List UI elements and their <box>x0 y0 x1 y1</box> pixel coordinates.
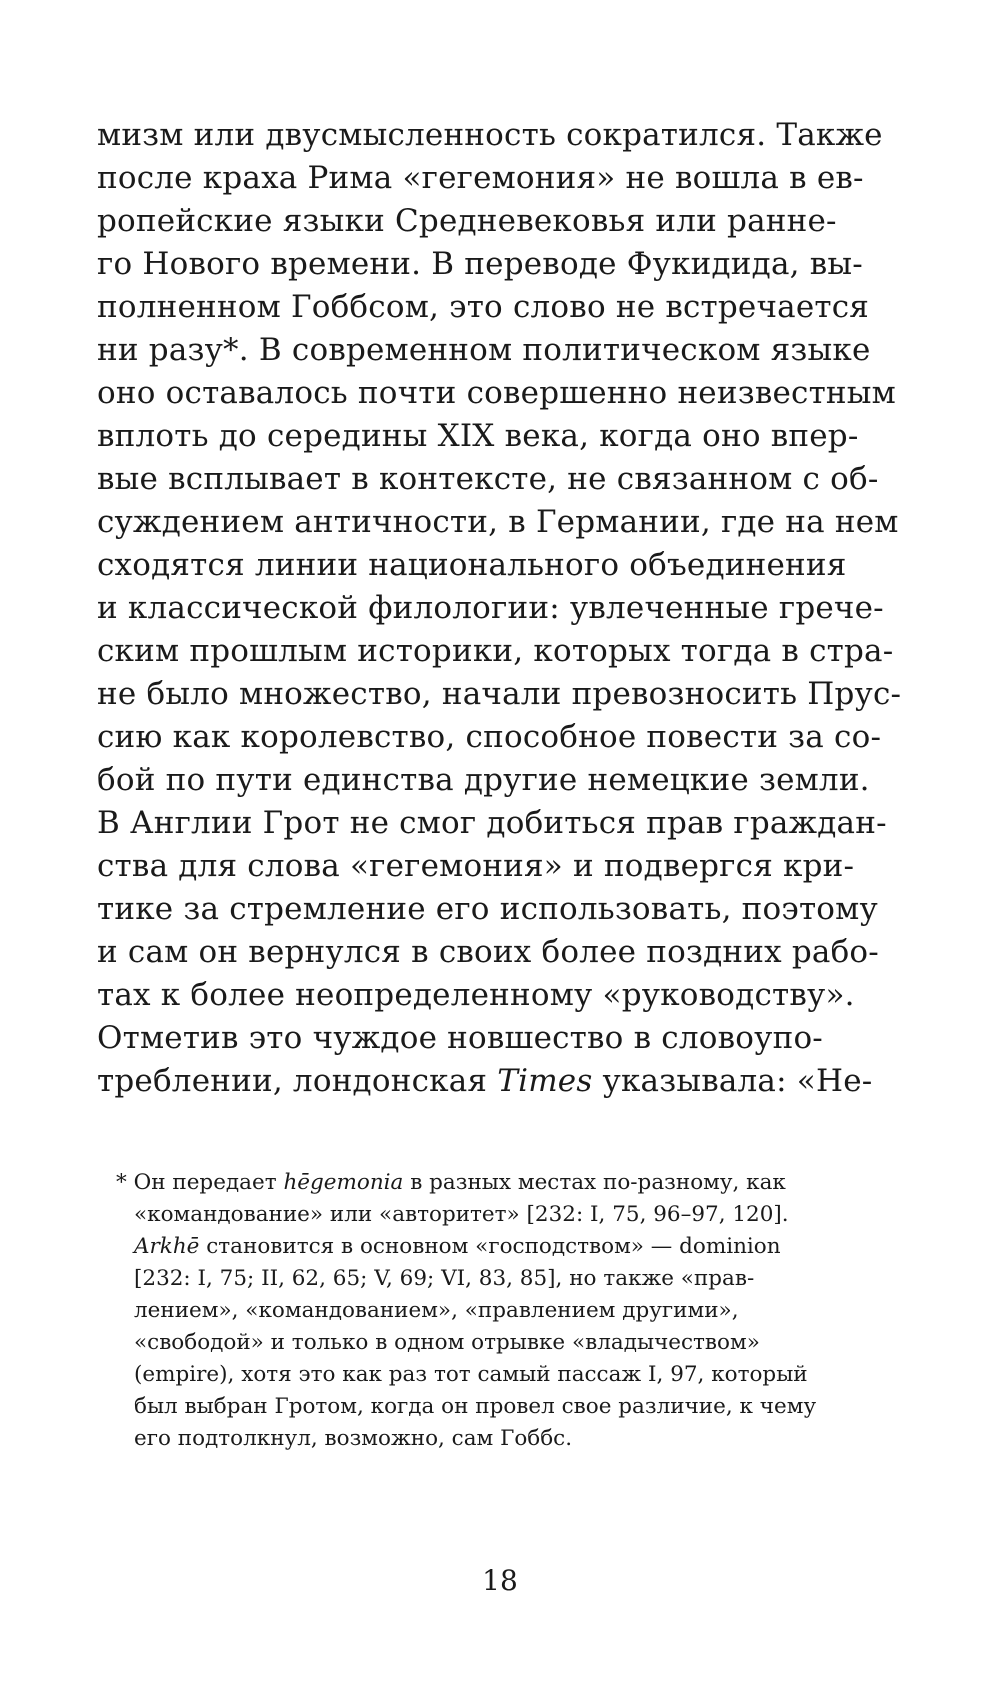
main-text-line-last <box>97 1063 873 1099</box>
main-text-line: бой по пути единства другие немецкие земли. <box>97 762 870 798</box>
main-text-fragment: указывала: «Не- <box>592 1063 873 1099</box>
main-text-line: тике за стремление его использовать, поэтому <box>97 891 878 927</box>
footnote-line: «свободой» и только в одном отрывке «владычеством» <box>134 1330 760 1355</box>
main-text-line: ни разу*. В современном политическом языке <box>97 332 871 368</box>
footnote-line: Arkhē становится в основном «господством» — dominion <box>134 1234 781 1259</box>
footnote-line: [232: I, 75; II, 62, 65; V, 69; VI, 83, 85], но также «прав- <box>134 1266 755 1291</box>
main-text-fragment: треблении, лондонская <box>97 1063 488 1099</box>
main-text-line: Отметив это чуждое новшество в словоупо- <box>97 1020 823 1056</box>
footnote-line: * Он передает hēgemonia в разных местах по-разному, как <box>116 1170 786 1195</box>
main-text-line: ства для слова «гегемония» и подвергся кри- <box>97 848 855 884</box>
footnote-term: hēgemonia <box>283 1170 404 1195</box>
main-text-line: тах к более неопределенному «руководству». <box>97 977 855 1013</box>
main-text-line: мизм или двусмысленность сократился. Также <box>97 117 883 153</box>
main-text-line: и классической филологии: увлеченные грече- <box>97 590 884 626</box>
main-text-line: не было множество, начали превозносить Прус- <box>97 676 902 712</box>
main-text-line: ским прошлым историки, которых тогда в стра- <box>97 633 894 669</box>
main-text-line: вплоть до середины XIX века, когда оно впер- <box>97 418 859 454</box>
footnote-line: (empire), хотя это как раз тот самый пассаж I, 97, который <box>134 1362 808 1387</box>
footnote-marker: * <box>116 1170 127 1195</box>
footnote-line: был выбран Гротом, когда он провел свое различие, к чему <box>134 1394 817 1419</box>
footnote-line: лением», «командованием», «правлением другими», <box>134 1298 739 1323</box>
main-text-line: полненном Гоббсом, это слово не встречается <box>97 289 870 325</box>
times-title: Times <box>497 1063 593 1099</box>
main-text-line: суждением античности, в Германии, где на нем <box>97 504 899 540</box>
footnote-line: «командование» или «авторитет» [232: I, 75, 96–97, 120]. <box>134 1202 789 1227</box>
main-text-line: сию как королевство, способное повести за со- <box>97 719 882 755</box>
main-text-line: В Англии Грот не смог добиться прав граждан- <box>97 805 887 841</box>
main-text-line: сходятся линии национального объединения <box>97 547 847 583</box>
footnote-term: Arkhē <box>134 1234 200 1259</box>
footnote-line: его подтолкнул, возможно, сам Гоббс. <box>134 1426 573 1451</box>
main-text-line: после краха Рима «гегемония» не вошла в ев- <box>97 160 864 196</box>
main-text-line: го Нового времени. В переводе Фукидида, вы- <box>97 246 863 282</box>
main-text-line: вые всплывает в контексте, не связанном с об- <box>97 461 879 497</box>
page-number: 18 <box>482 1564 518 1597</box>
main-text-line: оно оставалось почти совершенно неизвестным <box>97 375 896 411</box>
main-text-line: ропейские языки Средневековья или ранне- <box>97 203 837 239</box>
main-text-line: и сам он вернулся в своих более поздних рабо- <box>97 934 879 970</box>
